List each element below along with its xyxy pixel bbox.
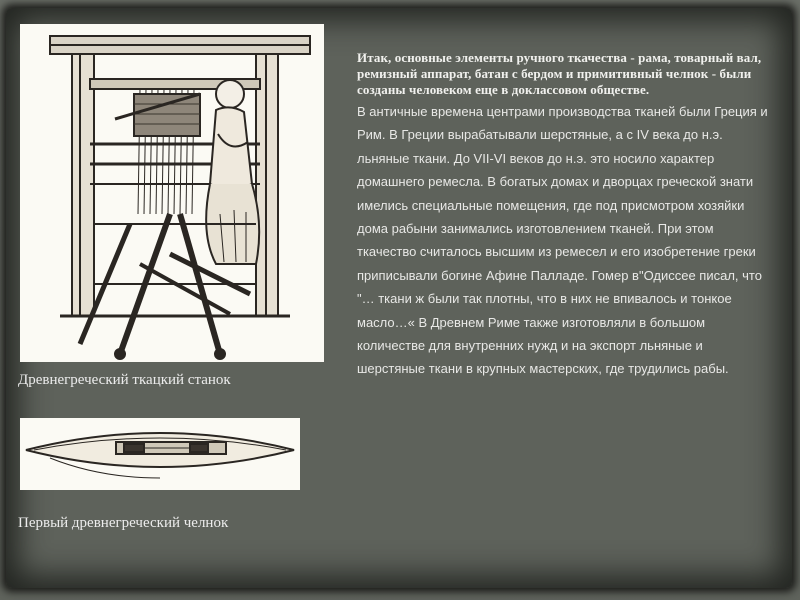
shuttle-drawing: [20, 418, 300, 490]
shuttle-caption: Первый древнегреческий челнок: [18, 515, 229, 531]
content-text: [357, 50, 772, 381]
loom-illustration: [20, 24, 324, 362]
lead-paragraph: Итак, основные элементы ручного ткачества - рама, товарный вал, ремизный аппарат, батан с бердом и примитивный челнок - были созданы человеком еще в доклассовом обществе.: [357, 50, 762, 97]
shuttle-illustration: [20, 418, 300, 490]
body-paragraph: В античные времена центрами производства тканей были Греция и Рим. В Греции вырабатывали шерстяные, а с IV века до н.э. льняные ткани. До VII-VI веков до н.э. это носило характер домашнего ремесла. В богатых домах и дворцах греческой знати имелись специальные помещения, где под присмотром хозяйки дома рабыни занимались изготовлением тканей. При этом ткачество считалось высшим из ремесел и его изобретение греки приписывали богине Афине Палладе. Гомер в"Одиссее писал, что "… ткани ж были так плотны, что в них не впивалось и тонкое масло…« В Древнем Риме также изготовляли в большом количестве для внутренних нужд и на экспорт льняные и шерстяные ткани в крупных мастерских, где трудились рабы.: [357, 104, 768, 377]
loom-caption: Древнегреческий ткацкий станок: [18, 372, 231, 388]
loom-drawing: [20, 24, 324, 362]
